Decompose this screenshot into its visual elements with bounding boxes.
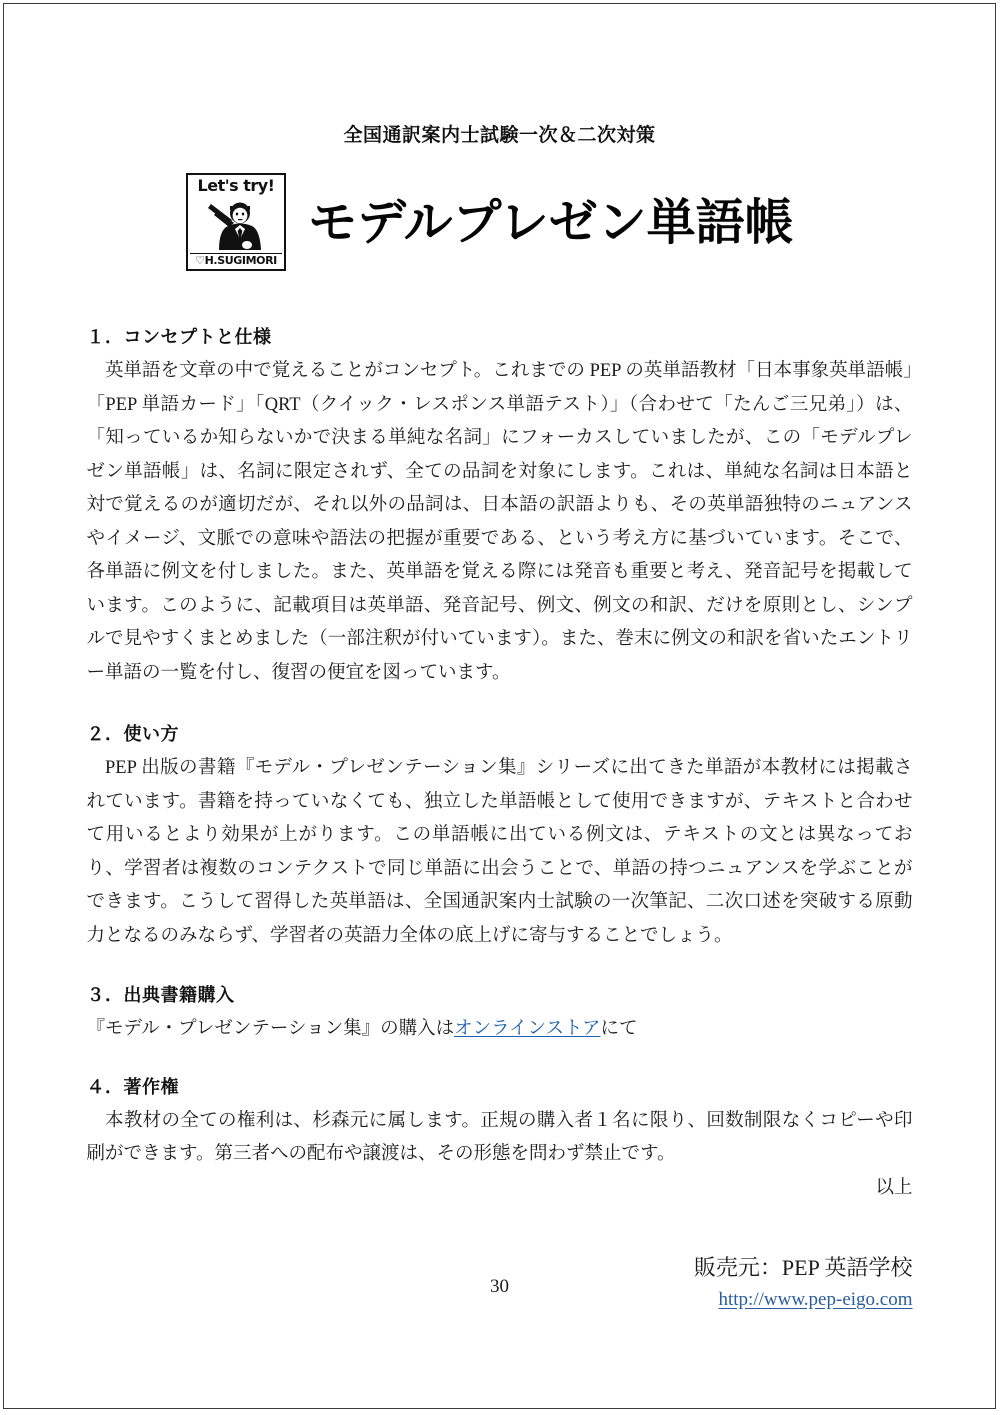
purchase-text-before-link: 『モデル・プレゼンテーション集』の購入は — [86, 1019, 455, 1039]
section-concept — [87, 323, 913, 690]
logo-sugimori-text: ♡H.SUGIMORI — [190, 253, 282, 267]
closing-text: 以上 — [875, 1177, 913, 1198]
seller-website-link[interactable]: http://www.pep-eigo.com — [718, 1289, 913, 1310]
section-heading-2: ２．使い方 — [86, 724, 179, 745]
spacer — [87, 953, 913, 981]
title-block — [4, 173, 995, 271]
seller-name: 販売元：PEP 英語学校 — [693, 1255, 913, 1280]
section-body-2: PEP 出版の書籍『モデル・プレゼンテーション集』シリーズに出てきた単語が本教材には掲載されています。書籍を持っていなくても、独立した単語帳として使用できますが、テキストと合わせて用いるとより効果が上がります。この単語帳に出ている例文は、テキストの文とは異なっており、学習者は複数のコンテクストで同じ単語に出会うことで、単語の持つニュアンスを学ぶことができます。こうして習得した英単語は、全国通訳案内士試験の一次筆記、二次口述を突破する原動力となるのみならず、学習者の英語力全体の底上げに寄与することでしょう。 — [86, 758, 913, 946]
document-body — [87, 323, 913, 1315]
section-body-3 — [87, 1013, 913, 1047]
purchase-text-after-link: にて — [600, 1019, 638, 1039]
sugimori-logo — [186, 173, 286, 271]
document-title: モデルプレゼン単語帳 — [308, 193, 794, 251]
pointing-man-illustration-icon — [190, 194, 282, 253]
section-body-1: 英単語を文章の中で覚えることがコンセプト。これまでの PEP の英単語教材「日本事象英単語帳」「PEP 単語カード」「QRT（クイック・レスポンス単語テスト）」（合わせて「たんご三兄弟」）は、「知っているか知らないかで決まる単純な名詞」にフォーカスしていましたが、この「モデルプレゼン単語帳」は、名詞に限定されず、全ての品詞を対象にします。これは、単純な名詞は日本語と対で覚えるのが適切だが、それ以外の品詞は、日本語の訳語よりも、その英単語独特のニュアンスやイメージ、文脈での意味や語法の把握が重要である、という考え方に基づいています。そこで、各単語に例文を付しました。また、英単語を覚える際には発音も重要と考え、発音記号を掲載しています。このように、記載項目は英単語、発音記号、例文、例文の和訳、だけを原則とし、シンプルで見やすくまとめました（一部注釈が付いています）。また、巻末に例文の和訳を省いたエントリー単語の一覧を付し、復習の便宜を図っています。 — [86, 361, 913, 683]
page-number: 30 — [490, 1276, 509, 1297]
spacer — [87, 690, 913, 720]
section-heading-4: ４．著作権 — [86, 1076, 179, 1098]
section-purchase — [87, 981, 913, 1047]
section-usage — [87, 720, 913, 953]
online-store-link[interactable]: オンラインストア — [454, 1019, 601, 1039]
section-heading-3: ３．出典書籍購入 — [86, 985, 235, 1006]
document-page — [3, 3, 996, 1409]
document-header-line: 全国通訳案内士試験一次＆二次対策 — [343, 124, 656, 146]
spacer — [87, 1047, 913, 1073]
logo-lets-try-text: Let's try! — [197, 176, 275, 195]
section-heading-1: １．コンセプトと仕様 — [86, 327, 272, 348]
page-content-area — [4, 4, 995, 1408]
section-copyright — [87, 1073, 913, 1206]
section-body-4: 本教材の全ての権利は、杉森元に属します。正規の購入者１名に限り、回数制限なくコピーや印刷ができます。第三者への配布や譲渡は、その形態を問わず禁止です。 — [86, 1110, 913, 1164]
